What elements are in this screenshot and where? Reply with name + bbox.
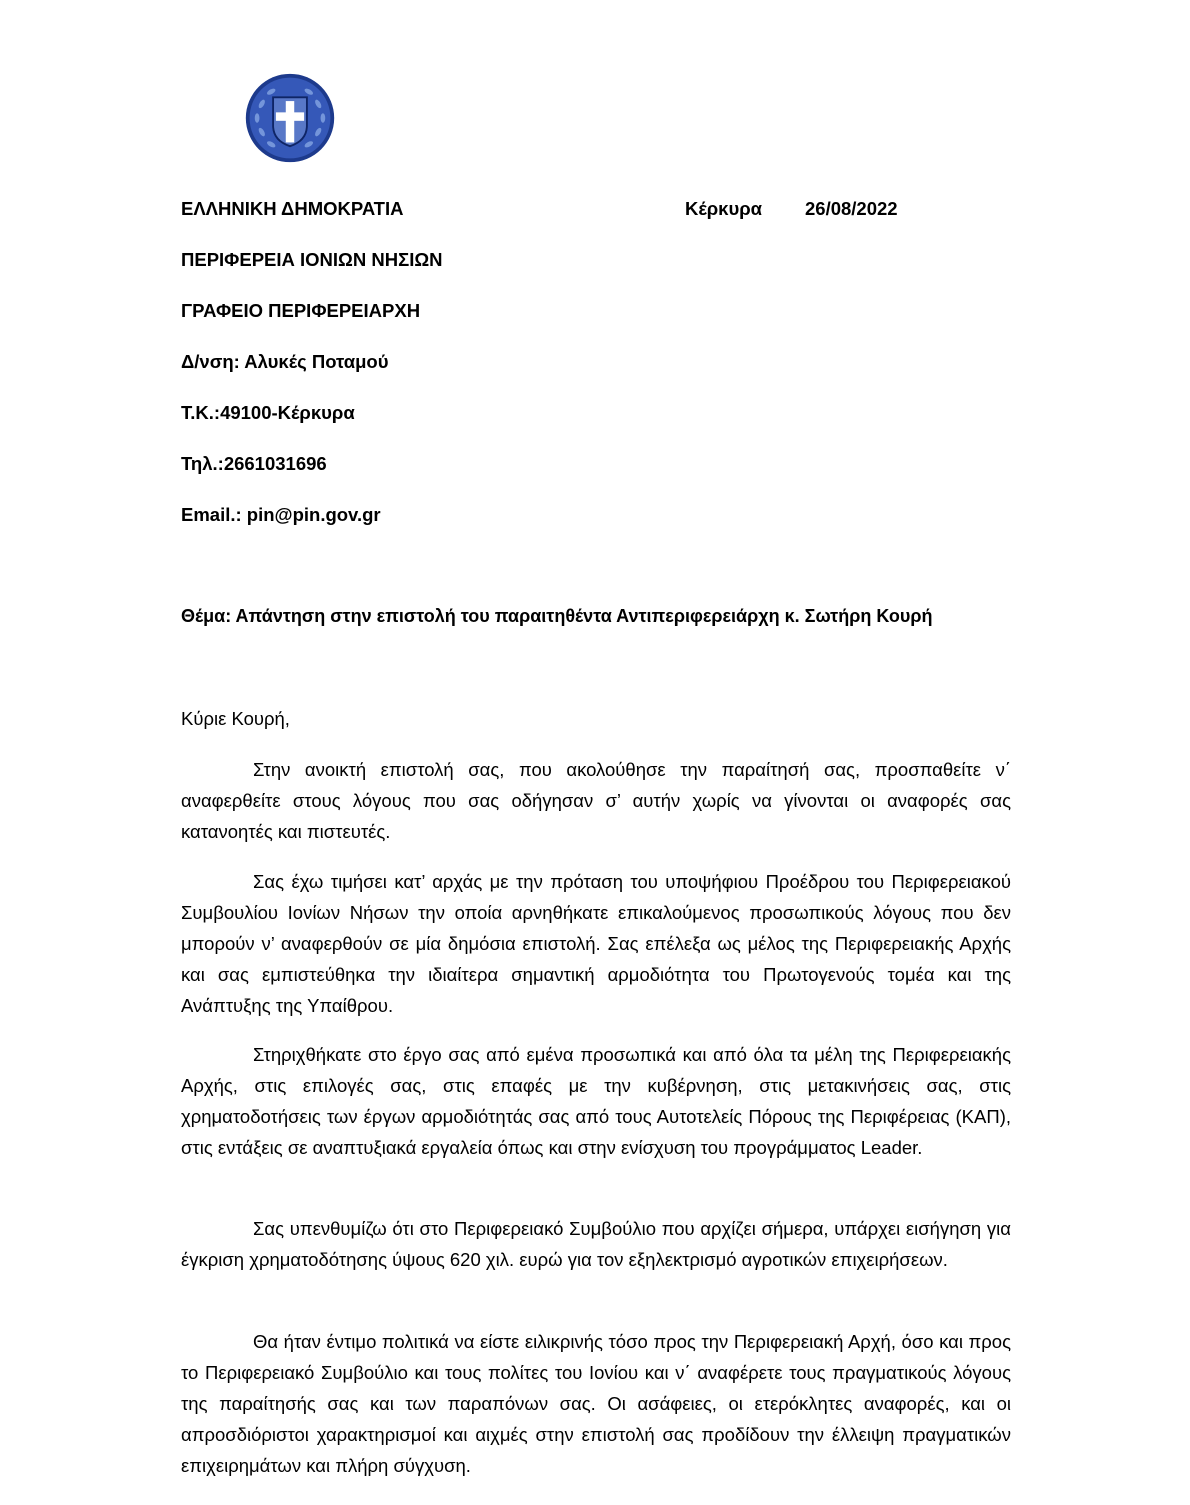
letter-city: Κέρκυρα bbox=[685, 198, 763, 219]
letter-paragraph: Στηριχθήκατε στο έργο σας από εμένα προσωπικά και από όλα τα μέλη της Περιφερειακής Αρχής, στις επιλογές σας, στις επαφές με την κυβέρνηση, στις μετακινήσεις σας, στις χρηματοδοτήσεις των έργων αρμοδιότητάς σας από τους Αυτοτελείς Πόρους της Περιφέρειας (ΚΑΠ), στις εντάξεις σε αναπτυξιακά εργαλεία όπως και στην ενίσχυση του προγράμματος Leader. bbox=[181, 1044, 1011, 1158]
hellenic-republic-emblem-icon bbox=[243, 71, 337, 165]
header-line-postal-code: Τ.Κ.:49100-Κέρκυρα bbox=[181, 402, 355, 423]
header-line-phone: Τηλ.:2661031696 bbox=[181, 453, 327, 474]
letter-paragraph: Θα ήταν έντιμο πολιτικά να είστε ειλικρινής τόσο προς την Περιφερειακή Αρχή, όσο και προς το Περιφερειακό Συμβούλιο και τους πολίτες του Ιονίου και ν΄ αναφέρετε τους πραγματικούς λόγους της παραίτησής σας και των παραπόνων σας. Οι ασάφειες, οι ετερόκλητες αναφορές, και οι απροσδιόριστοι χαρακτηρισμοί και αιχμές στην επιστολή σας προδίδουν την έλλειψη πραγματικών επιχειρημάτων και πλήρη σύγχυση. bbox=[181, 1331, 1011, 1476]
letter-subject: Θέμα: Απάντηση στην επιστολή του παραιτηθέντα Αντιπεριφερειάρχη κ. Σωτήρη Κουρή bbox=[181, 606, 933, 626]
header-line-address: Δ/νση: Αλυκές Ποταμού bbox=[181, 351, 389, 372]
letter-date: 26/08/2022 bbox=[805, 198, 898, 219]
letter-paragraph: Στην ανοικτή επιστολή σας, που ακολούθησε την παραίτησή σας, προσπαθείτε ν΄ αναφερθείτε στους λόγους που σας οδήγησαν σ’ αυτήν χωρίς να γίνονται οι αναφορές σας κατανοητές και πιστευτές. bbox=[181, 759, 1011, 842]
letter-paragraph: Σας έχω τιμήσει κατ’ αρχάς με την πρόταση του υποψήφιου Προέδρου του Περιφερειακού Συμβουλίου Ιονίων Νήσων την οποία αρνηθήκατε επικαλούμενος προσωπικούς λόγους που δεν μπορούν ν’ αναφερθούν σε μία δημόσια επιστολή. Σας επέλεξα ως μέλος της Περιφερειακής Αρχής και σας εμπιστεύθηκα την ιδιαίτερα σημαντική αρμοδιότητα του Πρωτογενούς τομέα και της Ανάπτυξης της Υπαίθρου. bbox=[181, 871, 1011, 1016]
header-line-region: ΠΕΡΙΦΕΡΕΙΑ ΙΟΝΙΩΝ ΝΗΣΙΩΝ bbox=[181, 249, 443, 270]
header-line-office: ΓΡΑΦΕΙΟ ΠΕΡΙΦΕΡΕΙΑΡΧΗ bbox=[181, 300, 421, 321]
letter-paragraph: Σας υπενθυμίζω ότι στο Περιφερειακό Συμβούλιο που αρχίζει σήμερα, υπάρχει εισήγηση για έγκριση χρηματοδότησης ύψους 620 χιλ. ευρώ για τον εξηλεκτρισμό αγροτικών επιχειρήσεων. bbox=[181, 1218, 1011, 1270]
letter-salutation: Κύριε Κουρή, bbox=[181, 708, 290, 729]
header-line-email: Email.: pin@pin.gov.gr bbox=[181, 504, 381, 525]
header-line-country: ΕΛΛΗΝΙΚΗ ΔΗΜΟΚΡΑΤΙΑ bbox=[181, 198, 404, 219]
